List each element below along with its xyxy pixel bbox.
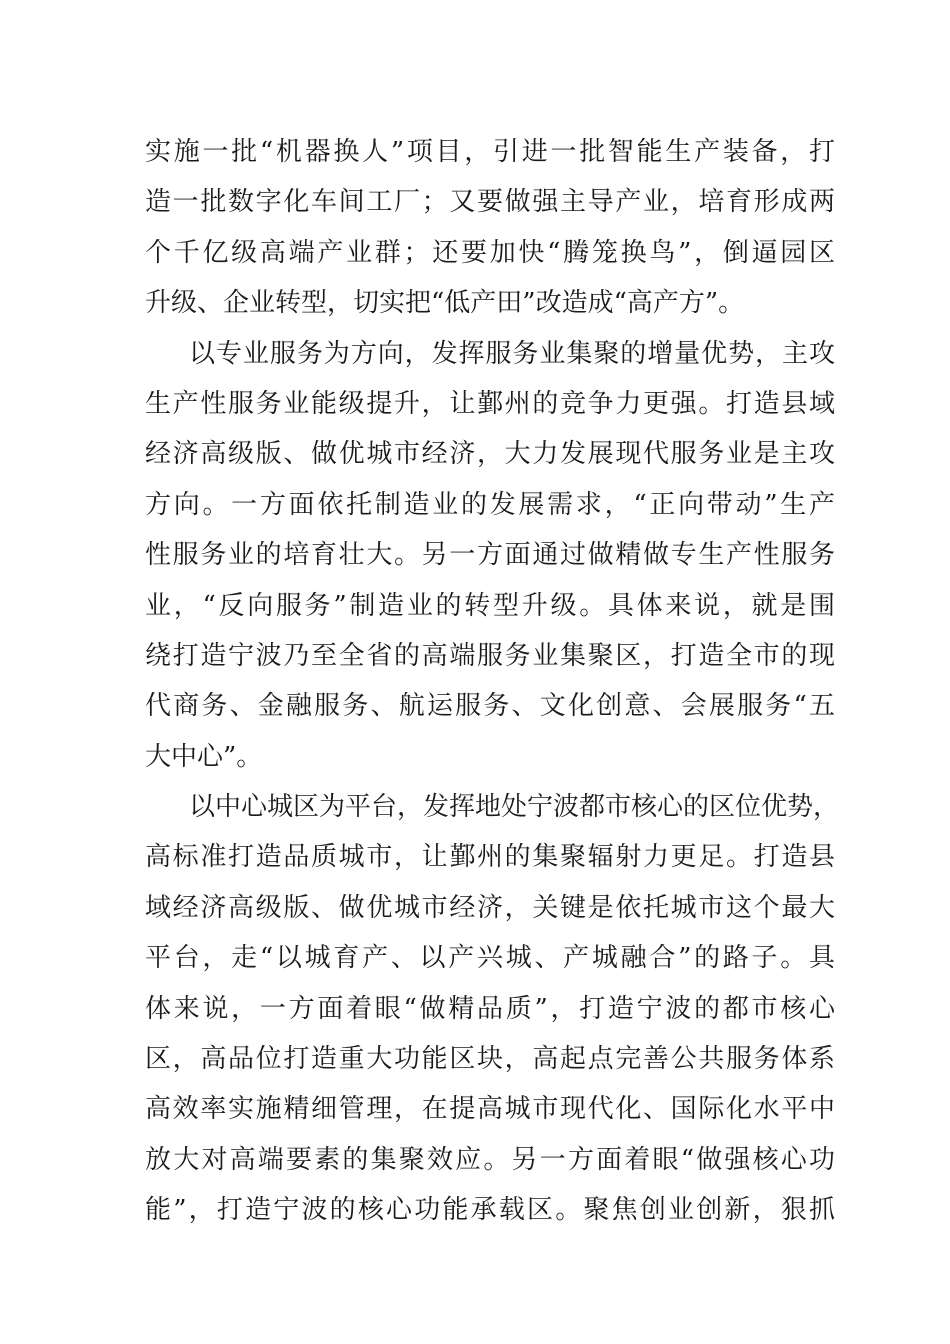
text-line: 实施一批“机器换人”项目，引进一批智能生产装备，打 — [145, 137, 835, 167]
text-line: 放大对高端要素的集聚效应。另一方面着眼“做强核心功 — [145, 1144, 835, 1175]
text-line: 平台，走“以城育产、以产兴城、产城融合”的路子。具 — [145, 943, 835, 974]
text-line: 造一批数字化车间工厂；又要做强主导产业，培育形成两 — [145, 187, 835, 218]
body-text — [145, 127, 840, 1236]
text-line: 生产性服务业能级提升，让鄞州的竞争力更强。打造县域 — [145, 388, 835, 419]
text-line: 域经济高级版、做优城市经济，关键是依托城市这个最大 — [145, 892, 835, 923]
text-line: 方向。一方面依托制造业的发展需求，“正向带动”生产 — [145, 489, 835, 520]
text-line: 高效率实施精细管理，在提高城市现代化、国际化水平中 — [145, 1094, 835, 1125]
text-line: 性服务业的培育壮大。另一方面通过做精做专生产性服务 — [145, 540, 835, 571]
text-line: 绕打造宁波乃至全省的高端服务业集聚区，打造全市的现 — [145, 640, 835, 671]
text-line: 升级、企业转型，切实把“低产田”改造成“高产方”。 — [145, 288, 745, 319]
text-line: 以专业服务为方向，发挥服务业集聚的增量优势，主攻 — [189, 338, 835, 369]
text-line: 业，“反向服务”制造业的转型升级。具体来说，就是围 — [145, 590, 835, 621]
paragraph-3 — [145, 782, 840, 1236]
text-line: 区，高品位打造重大功能区块，高起点完善公共服务体系 — [145, 1044, 835, 1075]
paragraph-2 — [145, 329, 835, 783]
text-line: 个千亿级高端产业群；还要加快“腾笼换鸟”，倒逼园区 — [145, 237, 835, 268]
paragraph-1 — [145, 127, 835, 329]
text-line: 以中心城区为平台，发挥地处宁波都市核心的区位优势， — [189, 792, 840, 823]
text-line: 经济高级版、做优城市经济，大力发展现代服务业是主攻 — [145, 439, 835, 470]
text-line: 大中心”。 — [145, 741, 263, 772]
text-line: 代商务、金融服务、航运服务、文化创意、会展服务“五 — [145, 691, 835, 722]
text-line: 体来说，一方面着眼“做精品质”，打造宁波的都市核心 — [145, 993, 835, 1024]
text-line: 高标准打造品质城市，让鄞州的集聚辐射力更足。打造县 — [145, 842, 835, 873]
text-line: 能”，打造宁波的核心功能承载区。聚焦创业创新，狠抓 — [145, 1195, 835, 1226]
